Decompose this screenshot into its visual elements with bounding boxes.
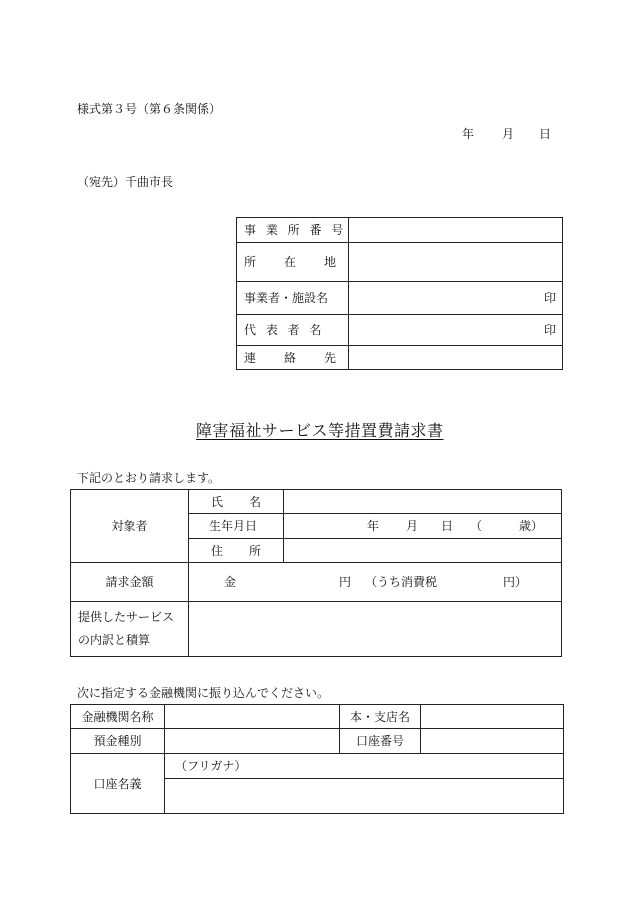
operator-field[interactable] xyxy=(349,282,563,315)
name-field[interactable] xyxy=(284,490,562,514)
provider-address-field[interactable] xyxy=(349,243,563,282)
bank-intro: 次に指定する金融機関に振り込んでください。 xyxy=(77,686,330,700)
branch-label: 本・支店名 xyxy=(340,705,421,729)
birth-year-label: 年 xyxy=(367,519,380,533)
amount-label: 請求金額 xyxy=(71,563,189,602)
amount-field[interactable] xyxy=(189,563,562,602)
tax-yen: 円） xyxy=(503,575,528,589)
claim-table xyxy=(70,489,562,657)
amount-prefix: 金 xyxy=(224,575,237,589)
account-holder-label: 口座名義 xyxy=(71,754,165,814)
furigana-label: （フリガナ） xyxy=(175,759,247,773)
date-month-label: 月 xyxy=(502,127,515,141)
account-holder-field[interactable] xyxy=(165,779,564,814)
document-title: 障害福祉サービス等措置費請求書 xyxy=(196,421,444,440)
subject-address-label: 住 所 xyxy=(189,539,284,563)
tax-label: （うち消費税 xyxy=(365,575,438,589)
operator-seal: 印 xyxy=(543,291,556,305)
bank-name-field[interactable] xyxy=(165,705,340,729)
bank-table xyxy=(70,704,564,814)
claim-intro: 下記のとおり請求します。 xyxy=(77,471,221,485)
account-number-field[interactable] xyxy=(421,729,564,754)
name-label: 氏 名 xyxy=(189,490,284,514)
deposit-type-field[interactable] xyxy=(165,729,340,754)
addressee: （宛先）千曲市長 xyxy=(77,175,174,189)
account-number-label: 口座番号 xyxy=(340,729,421,754)
contact-field[interactable] xyxy=(349,346,563,370)
representative-field[interactable] xyxy=(349,315,563,346)
subject-address-field[interactable] xyxy=(284,539,562,563)
branch-field[interactable] xyxy=(421,705,564,729)
bank-name-label: 金融機関名称 xyxy=(71,705,165,729)
provider-address-label: 所 在 地 xyxy=(237,243,349,282)
date-year-label: 年 xyxy=(462,127,475,141)
furigana-field[interactable] xyxy=(165,754,564,779)
subject-label: 対象者 xyxy=(71,490,189,563)
deposit-type-label: 預金種別 xyxy=(71,729,165,754)
birth-date-field[interactable] xyxy=(284,514,562,539)
representative-seal: 印 xyxy=(543,323,556,337)
services-field[interactable] xyxy=(189,602,562,657)
representative-label: 代 表 者 名 xyxy=(237,315,349,346)
operator-label: 事業者・施設名 xyxy=(237,282,349,315)
amount-yen: 円 xyxy=(339,575,352,589)
date-day-label: 日 xyxy=(539,127,552,141)
office-number-label: 事 業 所 番 号 xyxy=(237,218,349,243)
services-label: 提供したサービス の内訳と積算 xyxy=(71,602,189,657)
age-open-paren: （ xyxy=(470,519,483,533)
birth-day-label: 日 xyxy=(441,519,454,533)
birth-date-label: 生年月日 xyxy=(189,514,284,539)
office-number-field[interactable] xyxy=(349,218,563,243)
contact-label: 連 絡 先 xyxy=(237,346,349,370)
provider-table xyxy=(236,217,563,370)
form-number: 様式第３号（第６条関係） xyxy=(77,102,222,116)
age-label: 歳） xyxy=(519,519,544,533)
birth-month-label: 月 xyxy=(406,519,419,533)
